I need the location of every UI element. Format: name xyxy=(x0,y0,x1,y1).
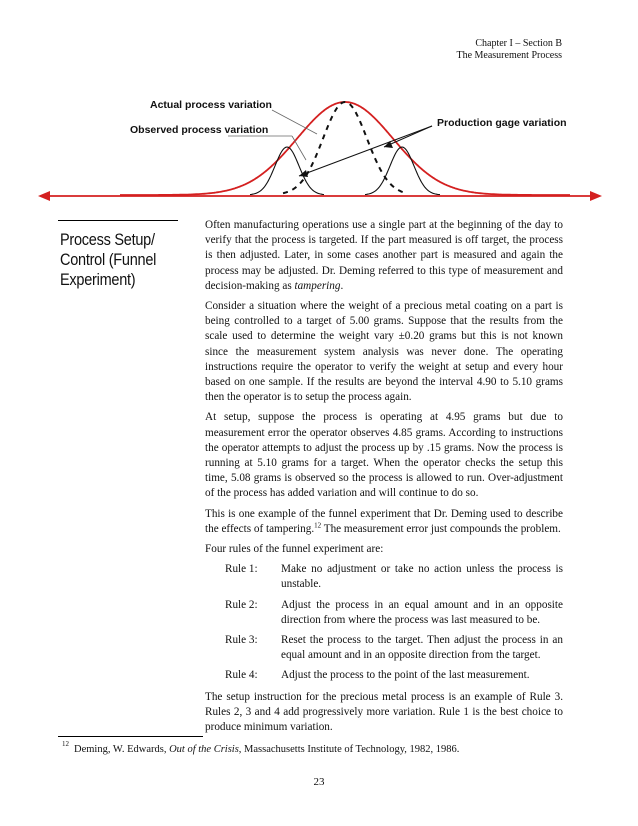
paragraph-4 xyxy=(205,507,563,537)
rule-item xyxy=(205,598,563,628)
footnote-text-b: , Massachusetts Institute of Technology, 1982, 1986. xyxy=(238,744,460,755)
footnote-text-a: Deming, W. Edwards, xyxy=(74,744,170,755)
rule-item xyxy=(205,668,563,683)
p4-text-a: This is one example of the funnel experiment that Dr. Deming used to describe the effects of tampering. xyxy=(205,507,563,535)
observed-variation-curve xyxy=(283,102,407,193)
header-section: The Measurement Process xyxy=(456,50,562,61)
leader-observed-down xyxy=(292,136,306,160)
axis-arrow-left xyxy=(38,191,50,201)
variation-diagram xyxy=(0,88,638,213)
rule-label: Rule 1: xyxy=(225,563,258,576)
rules-list xyxy=(205,562,563,683)
page-number: 23 xyxy=(313,776,325,788)
variation-figure xyxy=(0,88,638,218)
rule-label: Rule 4: xyxy=(225,669,258,682)
paragraph-1 xyxy=(205,218,563,294)
label-gage-variation: Production gage variation xyxy=(437,117,567,129)
p1-emphasis: tampering xyxy=(294,279,341,292)
axis-arrow-right xyxy=(590,191,602,201)
rule-text: Make no adjustment or take no action unless the process is unstable. xyxy=(281,563,563,591)
gage-arrowhead-left xyxy=(299,170,308,177)
rule-text: Reset the process to the target. Then adjust the process in an equal amount and in an opposite direction from the target. xyxy=(281,634,563,662)
rule-label: Rule 3: xyxy=(225,634,258,647)
leader-actual xyxy=(272,110,317,134)
paragraph-2: Consider a situation where the weight of a precious metal coating on a part is being controlled to a target of 5.00 grams. Suppose that the results from the scale used to determine the weight vary ±0.20 grams but this is not known since the measurement system analysis was never done. The operating instructions require the operator to verify the weight at setup and every hour based on one sample. If the results are beyond the interval 4.90 to 5.10 grams then the operator is to setup the process again. xyxy=(205,300,563,404)
rule-item xyxy=(205,562,563,592)
rule-item xyxy=(205,633,563,663)
page-header xyxy=(456,38,562,62)
paragraph-6: The setup instruction for the precious metal process is an example of Rule 3. Rules 2, 3 and 4 add progressively more variation. Rule 1 is the best choice to produce minimum variation. xyxy=(205,690,563,734)
footnote-ref: 12 xyxy=(314,521,322,530)
sidebar-title: Process Setup/ Control (Funnel Experiment) xyxy=(60,231,157,289)
header-chapter: Chapter I – Section B xyxy=(475,38,562,49)
paragraph-5: Four rules of the funnel experiment are: xyxy=(205,543,384,556)
label-actual-variation: Actual process variation xyxy=(150,99,272,111)
footnote-book-title: Out of the Crisis xyxy=(169,744,239,755)
footnote-number: 12 xyxy=(62,740,69,748)
p4-text-b: The measurement error just compounds the problem. xyxy=(321,522,561,535)
label-observed-variation: Observed process variation xyxy=(130,124,269,136)
footnote xyxy=(62,740,460,755)
actual-variation-curve xyxy=(120,102,570,195)
gage-variation-curve-right xyxy=(365,147,440,195)
main-text xyxy=(205,218,563,740)
p1-end: . xyxy=(340,279,344,292)
paragraph-3: At setup, suppose the process is operating at 4.95 grams but due to measurement error the operator observes 4.85 grams. According to instructions the operator attempts to adjust the process up by .15 grams. Now the process is running at 5.10 grams for a target. When the operator checks the setup this time, 5.08 grams is observed so the process is allowed to run. Over-adjustment of the process has added variation and will continue to do so. xyxy=(205,411,563,500)
rule-text: Adjust the process in an equal amount and in an opposite direction from where the process was last measured to be. xyxy=(281,598,563,626)
p1-text: Often manufacturing operations use a single part at the beginning of the day to verify that the process is targeted. If the part measured is off target, the process is then adjusted. Later, in some cases another part is measured and again the process may be adjusted. Dr. Deming referred to this type of measurement and decision-making as xyxy=(205,219,563,292)
footnote-rule xyxy=(58,736,203,737)
rule-text: Adjust the process to the point of the last measurement. xyxy=(281,669,530,682)
sidebar-rule xyxy=(58,220,178,221)
rule-label: Rule 2: xyxy=(225,598,258,611)
